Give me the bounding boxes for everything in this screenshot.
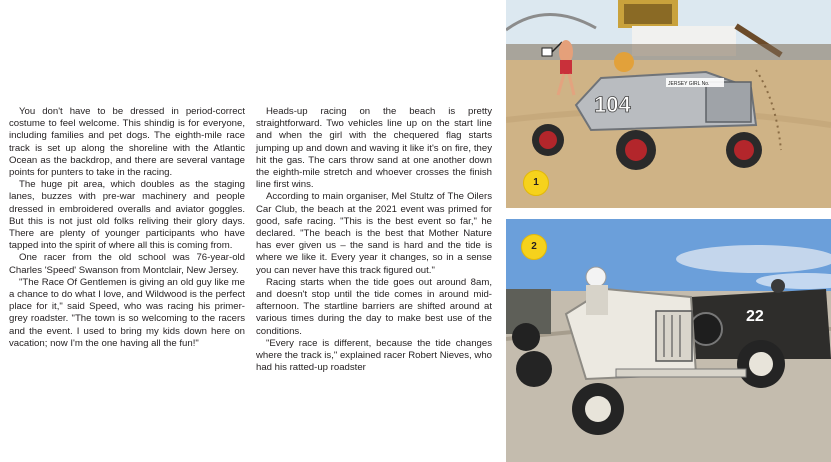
photo-illustration-1 <box>506 0 831 208</box>
paragraph: "Every race is different, because the tide changes where the track is," explained racer Robert Nieves, who had his ratted-up roadster <box>256 337 492 374</box>
car-number-22: 22 <box>746 308 764 325</box>
paragraph: You don't have to be dressed in period-correct costume to feel welcome. This shindig is for everyone, including families and pet dogs. The eighth-mile race track is set up along the shoreline with the Atlantic Ocean as the backdrop, and there are several vantage points for punters to take in the racing. <box>9 106 245 179</box>
paragraph: Heads-up racing on the beach is pretty straightforward. Two vehicles line up on the start line and when the girl with the chequered flag starts jumping up and down and waving it like it's on fire, they hit the gas. The cars throw sand at one another down the eighth-mile stretch and whoever crosses the finish line first wins. <box>256 106 492 191</box>
car-number-104: 104 <box>594 92 631 117</box>
photo-beach-race-start <box>506 0 831 208</box>
paragraph: According to main organiser, Mel Stultz of The Oilers Car Club, the beach at the 2021 event was primed for good, safe racing. "This is the best event so far," he declared. "The beach is the best that Mother Nature has ever given us – the sand is hard and the tide is where we like it. Every year it changes, so in a sense you can never have this track figured out." <box>256 191 492 276</box>
article-column-1 <box>9 106 245 350</box>
paragraph: One racer from the old school was 76-year-old Charles 'Speed' Swanson from Montclair, New Jersey. <box>9 252 245 276</box>
photo-divider <box>506 208 831 219</box>
paragraph: "The Race Of Gentlemen is giving an old guy like me a chance to do what I love, and Wildwood is the perfect place for it," said Speed, who was racing his primer-grey roadster. "The town is so welcoming to the racers and the event. I used to bring my kids down here on vacation; now I'm the one having all the fun!" <box>9 276 245 349</box>
paragraph: The huge pit area, which doubles as the staging lanes, buzzes with pre-war machinery and people dressed in embroidered overalls and aviator goggles. But this is not just old folks reliving their glory days. There are plenty of younger participants who have tapped into the spirit of where all this is coming from. <box>9 179 245 252</box>
photo-number-badge: 1 <box>523 170 549 196</box>
car-plate-text: JERSEY GIRL No. <box>668 81 710 87</box>
paragraph: Racing starts when the tide goes out around 8am, and doesn't stop until the tide comes in around mid-afternoon. The startline barriers are shifted around at various times during the day to make best use of the conditions. <box>256 276 492 337</box>
photo-number-badge: 2 <box>521 234 547 260</box>
photo-vintage-racers <box>506 219 831 462</box>
photo-illustration-2 <box>506 219 831 462</box>
article-column-2 <box>256 106 492 374</box>
